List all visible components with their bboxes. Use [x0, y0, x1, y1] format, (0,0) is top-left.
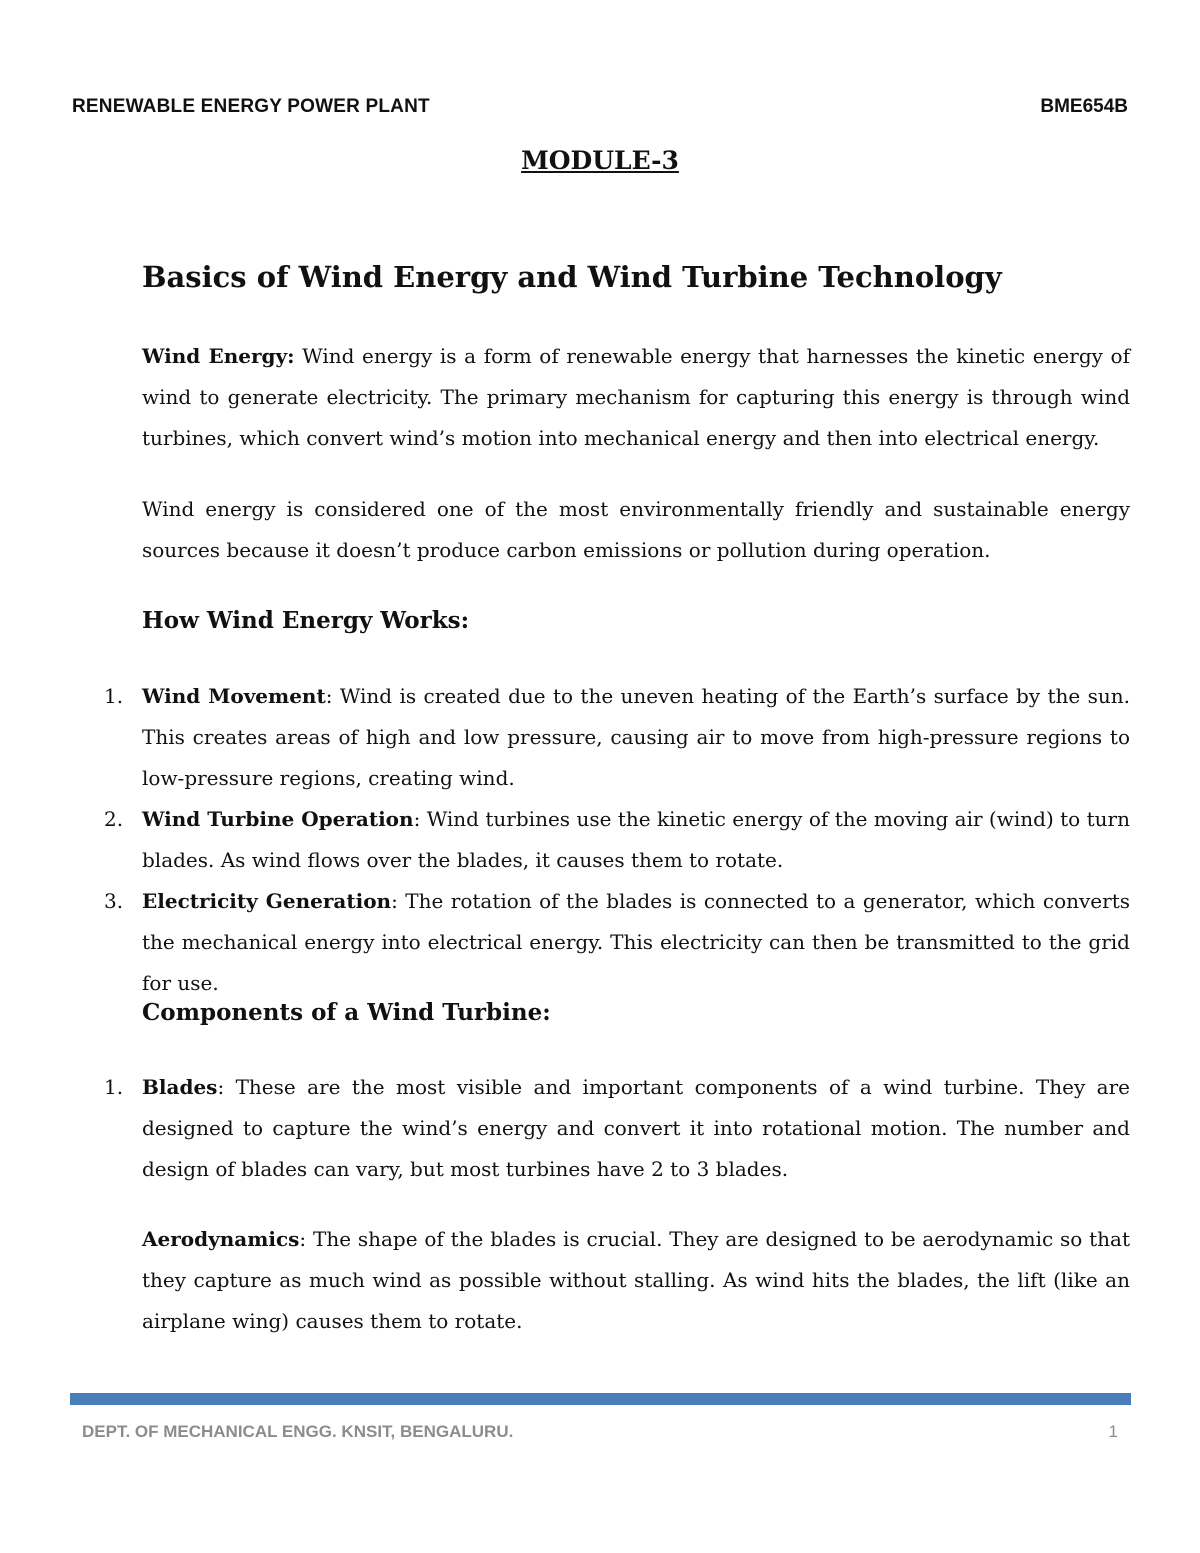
list-item-text: : Wind is created due to the uneven heating of the Earth’s surface by the sun. This creates areas of high and low pressure, causing air to move from high-pressure regions to low-pressure regions, creating wind. [142, 684, 1130, 790]
list-item-text: : The rotation of the blades is connected to a generator, which converts the mechanical energy into electrical energy. This electricity can then be transmitted to the grid for use. [142, 889, 1131, 995]
list-item-text: : Wind turbines use the kinetic energy of the moving air (wind) to turn blades. As wind flows over the blades, it causes them to rotate. [142, 807, 1130, 872]
components-list [104, 1067, 1130, 1190]
wind-energy-label: Wind Energy: [142, 344, 295, 368]
list-item-number: 2. [104, 807, 124, 831]
list-item [104, 799, 1130, 881]
footer-department: DEPT. OF MECHANICAL ENGG. KNSIT, BENGALURU. [82, 1422, 514, 1441]
list-item [104, 676, 1130, 799]
list-item-label: Electricity Generation [142, 889, 392, 913]
aerodynamics-label: Aerodynamics [142, 1227, 300, 1251]
aerodynamics-text: : The shape of the blades is crucial. They are designed to be aerodynamic so that they capture as much wind as possible without stalling. As wind hits the blades, the lift (like an airplane wing) causes them to rotate. [142, 1227, 1130, 1333]
intro-paragraph-2 [142, 489, 1130, 571]
intro-paragraph-2-text: Wind energy is considered one of the most environmentally friendly and sustainable energy sources because it doesn’t produce carbon emissions or pollution during operation. [142, 497, 1130, 562]
wind-energy-text: Wind energy is a form of renewable energy that harnesses the kinetic energy of wind to generate electricity. The primary mechanism for capturing this energy is through wind turbines, which convert wind’s motion into mechanical energy and then into electrical energy. [142, 344, 1130, 450]
footer-divider-bar [70, 1393, 1131, 1405]
document-title: Basics of Wind Energy and Wind Turbine Technology [142, 260, 1002, 294]
how-it-works-list [104, 676, 1131, 1004]
header-course-title: RENEWABLE ENERGY POWER PLANT [72, 96, 430, 117]
list-item-text: : These are the most visible and important components of a wind turbine. They are designed to capture the wind’s energy and convert it into rotational motion. The number and design of blades can vary, but most turbines have 2 to 3 blades. [142, 1075, 1130, 1181]
list-item-number: 3. [104, 889, 124, 913]
header-course-code: BME654B [1040, 96, 1128, 117]
module-title: MODULE-3 [521, 146, 679, 175]
components-heading: Components of a Wind Turbine: [142, 999, 551, 1026]
how-it-works-heading: How Wind Energy Works: [142, 607, 470, 634]
list-item-label: Blades [142, 1075, 218, 1099]
list-item [104, 881, 1131, 1004]
intro-paragraph-1 [142, 336, 1130, 459]
list-item-label: Wind Turbine Operation [142, 807, 414, 831]
page-number: 1 [1108, 1422, 1118, 1441]
list-item-number: 1. [104, 684, 124, 708]
list-item [104, 1067, 1130, 1190]
aerodynamics-paragraph [142, 1219, 1130, 1342]
list-item-number: 1. [104, 1075, 124, 1099]
list-item-label: Wind Movement [142, 684, 326, 708]
